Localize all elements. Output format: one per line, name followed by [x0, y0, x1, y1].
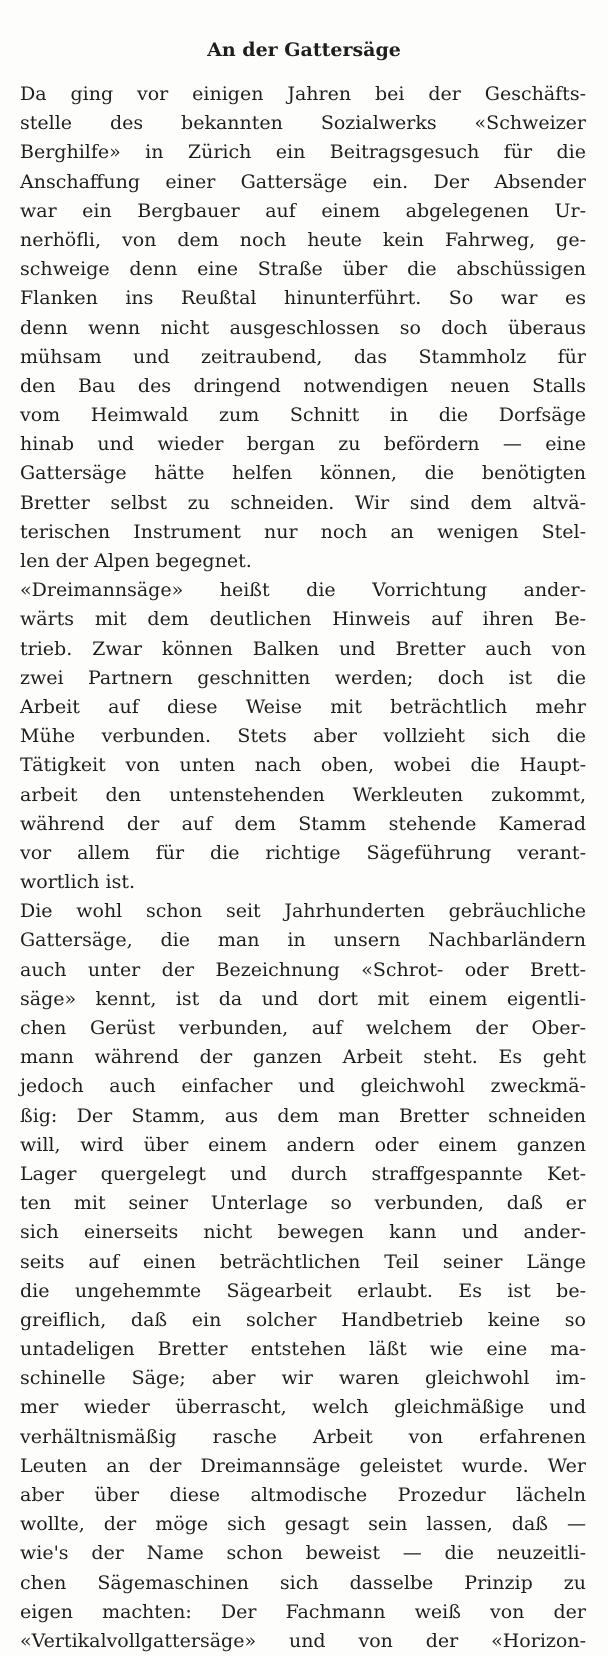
text-line: wollte, der möge sich gesagt sein lassen, daß —: [20, 1513, 586, 1536]
text-line: terischen Instrument nur noch an wenigen Stel-: [20, 520, 586, 543]
text-line: aber über diese altmodische Prozedur lächeln: [20, 1484, 586, 1506]
text-line: Berghilfe» in Zürich ein Beitragsgesuch für die: [20, 141, 586, 164]
text-line: will, wird über einem andern oder einem ganzen: [20, 1133, 586, 1156]
text-line: Gattersäge hätte helfen können, die benötigten: [20, 462, 586, 485]
text-line: Mühe verbunden. Stets aber vollzieht sich die: [20, 725, 586, 748]
text-line: wortlich ist.: [20, 871, 135, 894]
text-line: schinelle Säge; aber wir waren gleichwohl im-: [20, 1367, 586, 1390]
text-line: Da ging vor einigen Jahren bei der Geschäfts-: [20, 83, 586, 105]
text-line: zwei Partnern geschnitten werden; doch ist die: [20, 666, 586, 689]
text-line: greiflich, daß ein solcher Handbetrieb keine so: [20, 1308, 586, 1331]
text-line: Tätigkeit von unten nach oben, wobei die Haupt-: [20, 754, 586, 777]
text-line: «Dreimannsäge» heißt die Vorrichtung ander-: [20, 579, 586, 602]
text-line: verhältnismäßig rasche Arbeit von erfahrenen: [20, 1425, 586, 1448]
text-line: wie's der Name schon beweist — die neuzeitli-: [20, 1542, 586, 1565]
text-line: «Vertikalvollgattersäge» und von der «Horizon-: [20, 1629, 586, 1652]
text-line: Die wohl schon seit Jahrhunderten gebräuchliche: [20, 900, 586, 923]
text-line: Arbeit auf diese Weise mit beträchtlich mehr: [20, 695, 586, 718]
text-line: auch unter der Bezeichnung «Schrot- oder Brett-: [20, 958, 586, 981]
article-body: [20, 80, 586, 1656]
text-line: nerhöfli, von dem noch heute kein Fahrweg, ge-: [20, 228, 586, 251]
text-line: eigen machten: Der Fachmann weiß von der: [20, 1600, 586, 1623]
text-line: Leuten an der Dreimannsäge geleistet wurde. Wer: [20, 1454, 586, 1477]
article-title: An der Gattersäge: [207, 39, 401, 61]
text-line: während der auf dem Stamm stehende Kamerad: [20, 812, 586, 835]
text-line: vor allem für die richtige Sägeführung verant-: [20, 841, 586, 864]
text-line: arbeit den untenstehenden Werkleuten zukommt,: [20, 783, 586, 806]
text-line: ßig: Der Stamm, aus dem man Bretter schneiden: [20, 1104, 586, 1127]
text-line: jedoch auch einfacher und gleichwohl zweckmä-: [20, 1075, 586, 1098]
text-line: untadeligen Bretter entstehen läßt wie eine ma-: [20, 1338, 586, 1361]
text-line: mühsam und zeitraubend, das Stammholz für: [20, 345, 586, 368]
text-line: seits auf einen beträchtlichen Teil seiner Länge: [20, 1250, 586, 1273]
text-line: Lager quergelegt und durch straffgespannte Ket-: [20, 1162, 586, 1185]
text-line: war ein Bergbauer auf einem abgelegenen Ur-: [20, 199, 586, 222]
text-line: mann während der ganzen Arbeit steht. Es geht: [20, 1046, 586, 1069]
text-line: mer wieder überrascht, welch gleichmäßige und: [20, 1396, 586, 1419]
text-line: ten mit seiner Unterlage so verbunden, daß er: [20, 1192, 586, 1215]
text-line: stelle des bekannten Sozialwerks «Schweizer: [20, 112, 586, 135]
text-line: chen Sägemaschinen sich dasselbe Prinzip zu: [20, 1571, 586, 1594]
text-line: vom Heimwald zum Schnitt in die Dorfsäge: [20, 404, 586, 427]
text-line: hinab und wieder bergan zu befördern — eine: [20, 433, 586, 456]
text-line: Anschaffung einer Gattersäge ein. Der Absender: [20, 170, 586, 193]
text-line: len der Alpen begegnet.: [20, 550, 252, 572]
text-line: chen Gerüst verbunden, auf welchem der Ober-: [20, 1017, 586, 1039]
text-line: säge» kennt, ist da und dort mit einem eigentli-: [20, 987, 586, 1010]
text-line: schweige denn eine Straße über die abschüssigen: [20, 258, 586, 281]
text-line: die ungehemmte Sägearbeit erlaubt. Es ist be-: [20, 1279, 586, 1302]
text-line: Gattersäge, die man in unsern Nachbarländern: [20, 929, 586, 952]
text-line: Bretter selbst zu schneiden. Wir sind dem altvä-: [20, 491, 586, 514]
text-line: den Bau des dringend notwendigen neuen Stalls: [20, 374, 586, 397]
text-line: Flanken ins Reußtal hinunterführt. So war es: [20, 287, 586, 310]
text-line: wärts mit dem deutlichen Hinweis auf ihren Be-: [20, 608, 586, 631]
text-line: sich einerseits nicht bewegen kann und ander-: [20, 1221, 586, 1244]
text-line: trieb. Zwar können Balken und Bretter auch von: [20, 637, 586, 660]
text-line: denn wenn nicht ausgeschlossen so doch überaus: [20, 316, 586, 339]
